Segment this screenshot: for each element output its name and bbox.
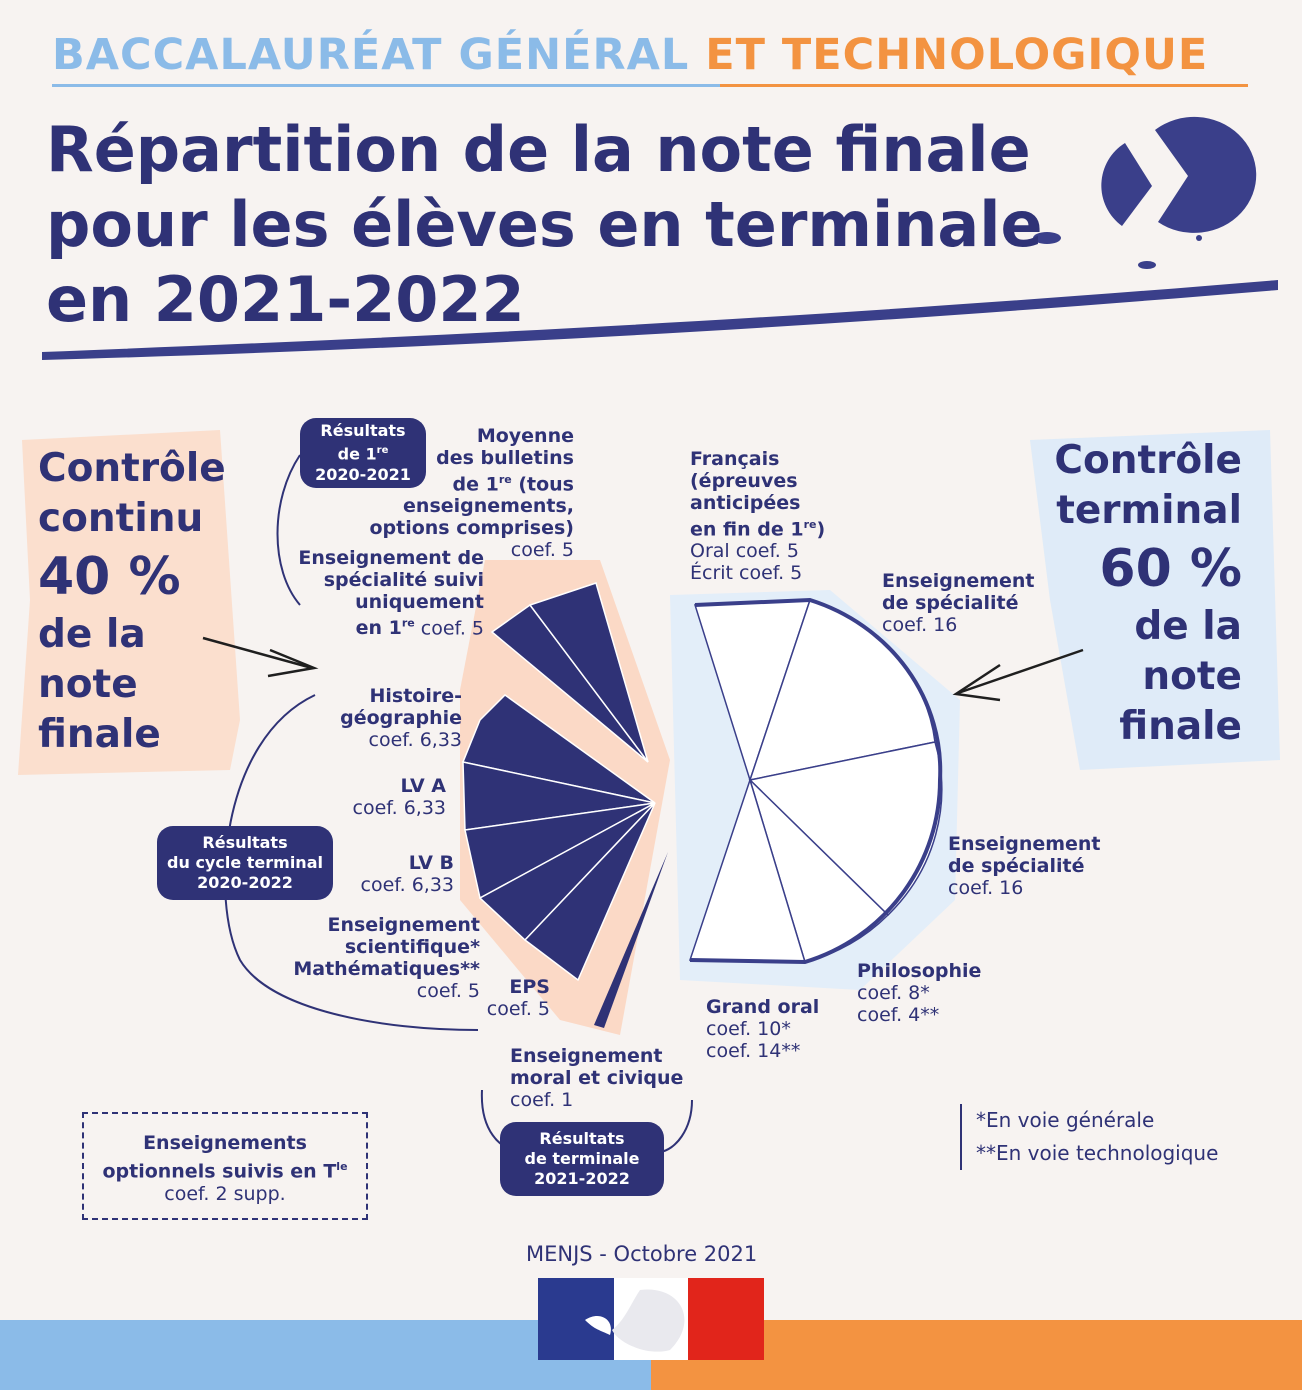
options-l2 [84, 1155, 366, 1183]
moyenne-l1: Moyenne [476, 425, 574, 447]
options-l2sup: le [336, 1160, 348, 1173]
label-francais [690, 448, 870, 584]
left-side-label [38, 444, 226, 760]
marianne-logo [538, 1278, 764, 1360]
label-emc [510, 1045, 710, 1111]
histoire-l1: Histoire- [369, 685, 462, 707]
right-side-label [1040, 436, 1242, 752]
francais-l4b: ) [816, 518, 826, 541]
label-histoire [312, 685, 462, 751]
pill-first-year-sup: re [376, 445, 389, 457]
philo-c2: coef. 4** [857, 1004, 940, 1026]
label-grand-oral [706, 996, 846, 1062]
eps-coef: coef. 5 [486, 998, 550, 1020]
histoire-l2: géographie [340, 707, 462, 729]
francais-l1: Français [690, 448, 780, 470]
footnote-1: *En voie générale [976, 1108, 1155, 1132]
label-eps [470, 976, 550, 1020]
moyenne-l5: options comprises) [369, 517, 574, 540]
spe1-l2: de spécialité [882, 592, 1019, 614]
page-title [46, 112, 1043, 337]
footnotes [960, 1104, 1218, 1170]
francais-l4sup: re [803, 518, 817, 531]
options-box [82, 1112, 368, 1220]
label-philo [857, 960, 1007, 1026]
pill-cycle [157, 826, 333, 900]
right-line5: finale [1119, 704, 1242, 749]
spe1re-l4a: en 1 [355, 617, 402, 640]
label-specialite-1re [290, 547, 484, 639]
pill-first-year-l2-text: de 1 [337, 444, 377, 464]
pie-logo-icon [1033, 117, 1256, 269]
pill-terminale [500, 1122, 664, 1196]
label-sci [270, 914, 480, 1002]
pill-cycle-l2: du cycle terminal [167, 853, 323, 872]
right-line4: note [1142, 654, 1242, 699]
label-lvb [320, 852, 454, 896]
sci-coef: coef. 5 [416, 980, 480, 1002]
label-lva [312, 775, 446, 819]
moyenne-coef: coef. 5 [510, 539, 574, 562]
spe1re-l1: Enseignement de [298, 547, 484, 569]
spe1re-l4 [290, 613, 484, 639]
spe2-l1: Enseignement [948, 833, 1101, 855]
spe2-coef: coef. 16 [948, 877, 1024, 899]
options-l2a: optionnels suivis en T [102, 1160, 337, 1183]
grand-oral-c1: coef. 10* [706, 1018, 791, 1040]
francais-l4a: en fin de 1 [690, 518, 804, 541]
francais-l2: (épreuves [690, 470, 798, 492]
right-line3: de la [1134, 604, 1242, 649]
sci-l3: Mathématiques** [293, 958, 480, 980]
label-moyenne [352, 425, 574, 561]
moyenne-l4: enseignements, [403, 495, 574, 518]
philo-c1: coef. 8* [857, 982, 930, 1004]
header-underline-blue [52, 84, 720, 87]
francais-oral: Oral coef. 5 [690, 540, 799, 563]
left-line1: Contrôle [38, 446, 226, 491]
francais-l4 [690, 514, 870, 540]
sci-l2: scientifique* [344, 936, 480, 958]
lva-coef: coef. 6,33 [352, 797, 446, 819]
sci-l1: Enseignement [327, 914, 480, 936]
header-title [52, 30, 1208, 80]
options-coef: coef. 2 supp. [164, 1183, 286, 1206]
emc-coef: coef. 1 [510, 1089, 574, 1111]
credit-line: MENJS - Octobre 2021 [526, 1242, 758, 1266]
title-line3: en 2021-2022 [46, 263, 525, 336]
pill-first-year-l1: Résultats [320, 421, 406, 441]
label-specialite-a [882, 570, 1052, 636]
header-part1: BACCALAURÉAT GÉNÉRAL [52, 30, 690, 80]
philo-l1: Philosophie [857, 960, 982, 982]
grand-oral-c2: coef. 14** [706, 1040, 801, 1062]
grand-oral-l1: Grand oral [706, 996, 820, 1018]
moyenne-l3 [352, 469, 574, 495]
francais-l3: anticipées [690, 492, 801, 514]
emc-l2: moral et civique [510, 1067, 684, 1089]
title-line1: Répartition de la note finale [46, 113, 1031, 186]
pill-terminale-l3: 2021-2022 [534, 1169, 630, 1188]
lvb-l1: LV B [408, 852, 454, 874]
spe1re-coef: coef. 5 [414, 617, 484, 640]
pill-cycle-l1: Résultats [202, 833, 288, 852]
spe1re-l3: uniquement [355, 591, 484, 613]
moyenne-l3sup: re [498, 473, 512, 486]
pill-terminale-l2: de terminale [524, 1149, 640, 1168]
options-l1: Enseignements [143, 1132, 307, 1154]
left-line5: finale [38, 712, 161, 757]
moyenne-l2: des bulletins [436, 447, 574, 469]
francais-ecrit: Écrit coef. 5 [690, 562, 803, 585]
label-specialite-b [948, 833, 1118, 899]
pill-terminale-l1: Résultats [539, 1129, 625, 1148]
left-line2: continu [38, 496, 204, 541]
header-underline-orange [720, 84, 1248, 87]
left-line3: de la [38, 612, 146, 657]
footnote-2: **En voie technologique [976, 1141, 1219, 1165]
lvb-coef: coef. 6,33 [360, 874, 454, 896]
moyenne-l3a: de 1 [452, 473, 499, 496]
spe2-l2: de spécialité [948, 855, 1085, 877]
pill-cycle-l3: 2020-2022 [197, 873, 293, 892]
moyenne-l3b: (tous [511, 473, 574, 496]
left-percent: 40 % [38, 547, 181, 607]
spe1re-l4sup: re [401, 617, 415, 630]
title-line2: pour les élèves en terminale [46, 188, 1043, 261]
spe1-coef: coef. 16 [882, 614, 958, 636]
right-line1: Contrôle [1054, 438, 1242, 483]
left-line4: note [38, 662, 138, 707]
lva-l1: LV A [400, 775, 446, 797]
header-part2: ET TECHNOLOGIQUE [705, 30, 1209, 80]
right-percent: 60 % [1099, 539, 1242, 599]
eps-l1: EPS [509, 976, 550, 998]
right-line2: terminal [1056, 488, 1242, 533]
histoire-coef: coef. 6,33 [368, 729, 462, 751]
emc-l1: Enseignement [510, 1045, 663, 1067]
spe1-l1: Enseignement [882, 570, 1035, 592]
pill-first-year-l3: 2020-2021 [315, 464, 411, 484]
spe1re-l2: spécialité suivi [323, 569, 484, 591]
